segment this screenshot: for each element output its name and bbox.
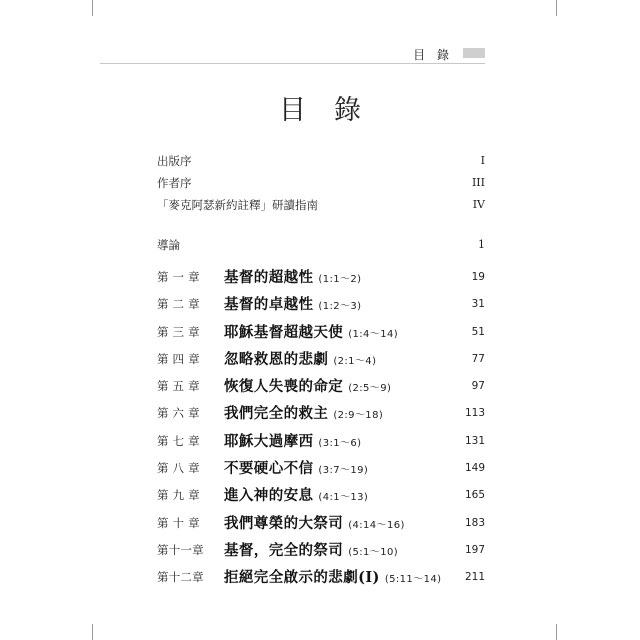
chapter-page: 97 [471, 380, 485, 393]
chapter-page: 211 [464, 571, 485, 584]
entry-page: I [480, 154, 485, 167]
chapter-title-text: 基督的卓越性 [224, 296, 314, 314]
chapter-title-text: 耶穌大過摩西 [224, 432, 314, 450]
header-rule [100, 63, 485, 64]
entry-page: 1 [478, 238, 485, 251]
toc-entry[interactable] [157, 194, 485, 216]
chapter-number: 第十一章 [157, 542, 204, 557]
chapter-title [224, 373, 391, 402]
chapter-number: 第 二 章 [157, 297, 200, 312]
chapter-page: 183 [464, 516, 485, 529]
chapter-ref: (3:1～6) [318, 437, 362, 449]
chapter-title [224, 482, 368, 511]
chapter-ref: (5:11～14) [384, 574, 442, 586]
chapter-title-text: 忽略救恩的悲劇 [224, 350, 329, 368]
crop-mark [556, 624, 557, 640]
chapter-page: 51 [471, 325, 485, 338]
chapter-title-text: 我們尊榮的大祭司 [224, 514, 344, 532]
chapter-number: 第 四 章 [157, 351, 200, 366]
chapter-number: 第十二章 [157, 570, 204, 585]
chapter-title-text: 恢復人失喪的命定 [224, 378, 344, 396]
chapter-ref: (1:4～14) [348, 328, 399, 340]
toc-entry[interactable] [157, 234, 485, 256]
chapter-entry[interactable] [157, 400, 485, 427]
chapter-title [224, 319, 398, 348]
chapter-ref: (5:1～10) [348, 546, 399, 558]
chapter-page: 131 [464, 434, 485, 447]
chapter-entry[interactable] [157, 291, 485, 318]
running-head-label: 目 錄 [413, 48, 453, 62]
chapter-title-text: 拒絕完全啟示的悲劇(Ⅰ) [224, 569, 380, 587]
chapter-entry[interactable] [157, 428, 485, 455]
chapter-ref: (2:5～9) [348, 383, 392, 395]
chapter-entry[interactable] [157, 264, 485, 291]
chapter-number: 第 十 章 [157, 515, 200, 530]
chapter-title-text: 耶穌基督超越天使 [224, 323, 344, 341]
chapter-ref: (4:1～13) [318, 492, 369, 504]
crop-mark [92, 624, 93, 640]
chapter-title-text: 基督，完全的祭司 [224, 541, 344, 559]
chapter-number: 第 七 章 [157, 433, 200, 448]
introduction [157, 234, 485, 256]
chapter-entry[interactable] [157, 455, 485, 482]
chapter-entry[interactable] [157, 564, 485, 591]
chapter-page: 165 [464, 489, 485, 502]
chapter-entry[interactable] [157, 373, 485, 400]
chapter-title [224, 564, 441, 593]
chapter-page: 77 [471, 352, 485, 365]
chapter-ref: (2:9～18) [333, 410, 384, 422]
chapter-title-text: 基督的超越性 [224, 269, 314, 286]
entry-label: 出版序 [157, 154, 192, 168]
chapter-ref: (1:1～2) [318, 274, 362, 285]
chapter-entry[interactable] [157, 346, 485, 373]
running-head [100, 44, 485, 64]
entry-label: 導論 [157, 238, 180, 252]
chapter-number: 第 三 章 [157, 324, 200, 339]
chapter-number: 第 八 章 [157, 461, 200, 476]
page-title: 目錄 [279, 95, 389, 126]
running-head-tab [463, 48, 485, 58]
chapter-title [224, 455, 368, 484]
chapter-ref: (3:7～19) [318, 465, 369, 477]
chapter-title [224, 510, 405, 539]
chapter-title-text: 進入神的安息 [224, 487, 314, 505]
chapter-list [157, 264, 485, 592]
chapter-title [224, 346, 376, 375]
chapter-ref: (4:14～16) [348, 519, 405, 531]
entry-label: 作者序 [157, 176, 192, 190]
chapter-page: 19 [471, 271, 485, 283]
chapter-title [224, 264, 361, 293]
chapter-entry[interactable] [157, 510, 485, 537]
chapter-title [224, 537, 398, 566]
chapter-entry[interactable] [157, 319, 485, 346]
chapter-page: 31 [471, 298, 485, 311]
chapter-page: 197 [464, 543, 485, 556]
chapter-title-text: 我們完全的救主 [224, 405, 329, 423]
chapter-title [224, 400, 383, 429]
entry-page: III [471, 176, 485, 189]
chapter-number: 第 五 章 [157, 379, 200, 394]
chapter-number: 第 九 章 [157, 488, 200, 503]
chapter-entry[interactable] [157, 482, 485, 509]
chapter-ref: (1:2～3) [318, 301, 362, 313]
chapter-number: 第 六 章 [157, 406, 200, 421]
chapter-title [224, 428, 361, 457]
chapter-ref: (2:1～4) [333, 355, 377, 367]
chapter-entry[interactable] [157, 537, 485, 564]
chapter-page: 149 [464, 462, 485, 475]
entry-label: 「麥克阿瑟新約註釋」研讀指南 [157, 198, 318, 212]
toc-entry[interactable] [157, 172, 485, 194]
chapter-number: 第 一 章 [157, 270, 200, 284]
chapter-title [224, 291, 361, 320]
front-matter [157, 150, 485, 216]
chapter-page: 113 [464, 407, 485, 420]
chapter-title-text: 不要硬心不信 [224, 460, 314, 478]
crop-mark [92, 0, 93, 16]
toc-entry[interactable] [157, 150, 485, 172]
crop-mark [556, 0, 557, 16]
entry-page: IV [472, 198, 485, 211]
